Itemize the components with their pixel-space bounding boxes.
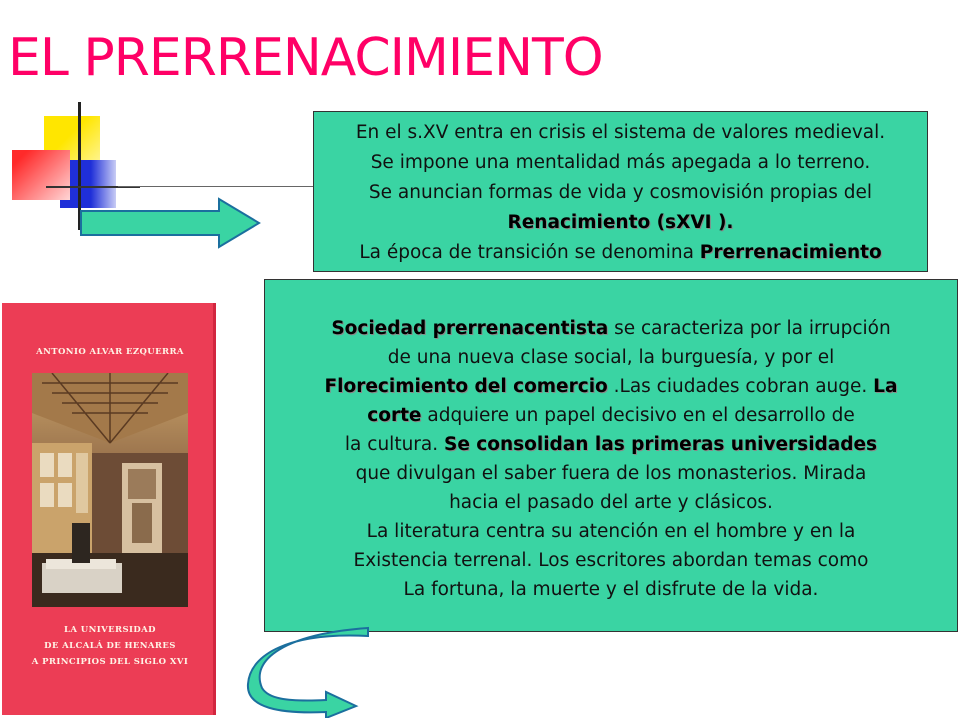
connector-line [118,186,314,187]
society-line-1 [265,314,957,343]
intro-line-5 [314,238,927,268]
society-line-4-bold: corte [367,405,422,426]
intro-text-box [313,111,928,272]
society-line-1-bold: Sociedad prerrenacentista [331,318,609,339]
intro-line-4: Renacimiento (sXVI ). [507,212,734,233]
intro-line-1: En el s.XV entra en crisis el sistema de valores medieval. [355,122,886,143]
society-line-10: La fortuna, la muerte y el disfrute de la vida. [403,579,819,600]
society-line-3-bold: Florecimiento del comercio [324,376,608,397]
society-line-6: que divulgan el saber fuera de los monasterios. Mirada [355,463,867,484]
curved-arrow-icon [244,626,374,718]
society-line-7: hacia el pasado del arte y clásicos. [449,492,773,513]
intro-line-2: Se impone una mentalidad más apegada a lo terreno. [370,152,871,173]
book-author: ANTONIO ALVAR EZQUERRA [36,347,184,357]
society-line-1-text: se caracteriza por la irrupción [608,318,891,339]
church-interior-illustration [32,373,188,607]
intro-line-5-bold: Prerrenacimiento [699,242,882,263]
society-line-3-bold-2: La [873,376,898,397]
book-cover-photo [32,373,188,607]
slide-title: EL PRERRENACIMIENTO [8,28,603,88]
society-line-5-bold: Se consolidan las primeras universidades [444,434,878,455]
society-line-4 [265,401,957,430]
book-title-line-2: DE ALCALÁ DE HENARES [44,641,176,651]
society-line-4-text: adquiere un papel decisivo en el desarrollo de [421,405,855,426]
intro-line-3: Se anuncian formas de vida y cosmovisión propias del [368,182,873,203]
society-line-3-text: .Las ciudades cobran auge. [607,376,874,397]
society-line-5-text: la cultura. [344,434,444,455]
book-title-line-1: LA UNIVERSIDAD [64,625,156,635]
society-line-2: de una nueva clase social, la burguesía, y por el [387,347,835,368]
right-arrow-icon [79,197,261,249]
book-title-line-3: A PRINCIPIOS DEL SIGLO XVI [31,657,189,667]
red-square [12,150,70,200]
book-cover-image [2,303,216,715]
society-text-box [264,279,958,632]
society-line-3 [265,372,957,401]
society-line-5 [265,430,957,459]
intro-line-5-text: La época de transición se denomina [359,242,700,263]
society-line-8: La literatura centra su atención en el hombre y en la [366,521,856,542]
society-line-9: Existencia terrenal. Los escritores abordan temas como [353,550,869,571]
